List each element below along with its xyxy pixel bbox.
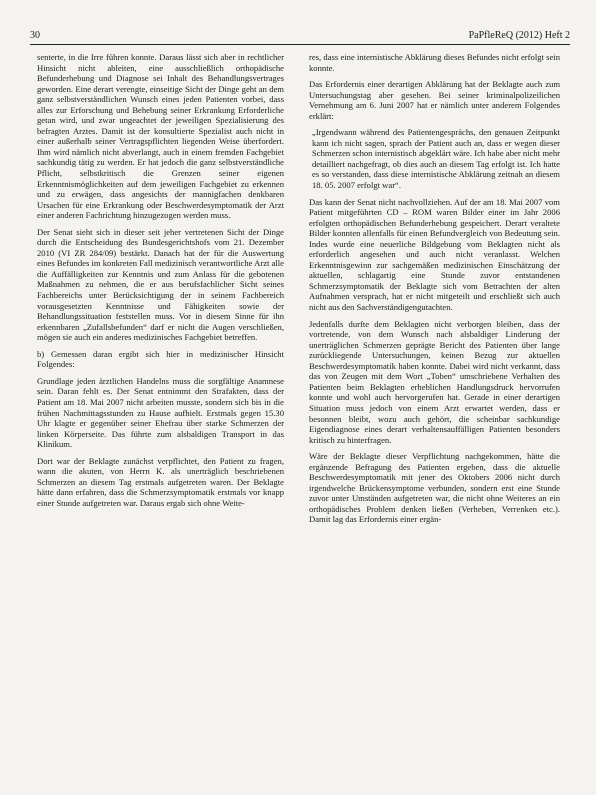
page-header — [30, 30, 570, 44]
journal-title: PaPfleReQ (2012) Heft 2 — [468, 30, 570, 41]
paragraph: res, dass eine internistische Abklärung dieses Befundes nicht erfolgt sein konnte. — [309, 52, 560, 73]
paragraph: b) Gemessen daran ergibt sich hier in medizinischer Hinsicht Folgendes: — [37, 348, 284, 370]
left-column — [37, 52, 284, 514]
quoted-statement: „Irgendwann während des Patientengesprächs, den genauen Zeitpunkt kann ich nicht sagen, sprach der Patient auch an, dass er wegen dieser Schmerzen schon internistisch abgeklärt wäre. Ich habe aber nicht mehr detailliert nachgefragt, ob dies auch an diesem Tag erfolgt ist. Ich hatte es so verstanden, dass diese internistische Abklärung zeitnah an diesem 18. 05. 2007 erfolgt war“. — [312, 127, 560, 191]
right-column — [309, 52, 560, 531]
paragraph: Jedenfalls durfte dem Beklagten nicht verborgen bleiben, dass der vortretende, von dem Wunsch nach alsbaldiger Linderung der unerträglichen Schmerzen geprägte Bericht des Patienten über lange zurückliegende Untersuchungen, keinen Bezug zur aktuellen Beschwerdesymptomatik haben konnte. Dabei wird nicht verkannt, dass das von Zeugen mit dem Wort „Toben“ umschriebene Verhalten des Patienten beim Beklagten erheblichen Handlungsdruck hervorrufen konnte und wohl auch hervorgerufen hat. Gerade in einer derartigen Situation muss jedoch von einem Arzt erwartet werden, dass er besonnen bleibt, wozu auch gehört, die scheinbar sachkundige Eigendiagnose eines derart verhaltensauffälligen Patienten besonders kritisch zu hinterfragen. — [309, 318, 560, 445]
paragraph: Das kann der Senat nicht nachvollziehen. Auf der am 18. Mai 2007 vom Patient mitgeführten CD – ROM waren Bilder einer im Jahr 2006 erfolgten orthopädischen Befunderhebung gespeichert. Derart veraltete Bilder konnten allenfalls für einen Befundvergleich von Bedeutung sein. Indes wurde eine neuerliche Bildgebung vom Beklagten nicht als erforderlich angesehen und auch nicht veranlasst. Welchen Erkenntnisgewinn zur sachgemäßen medizinischen Einschätzung der aktuellen, schlagartig eine Stunde zuvor entstandenen Schmerzsymptomatik der Beklagte sich vom Betrachten der alten Aufnahmen versprach, hat er nicht mitgeteilt und erschließt sich auch nicht aus den Sachverständigengutachten. — [309, 196, 560, 313]
paragraph: Der Senat sieht sich in dieser seit jeher vertretenen Sicht der Dinge durch die Entscheidung des Bundesgerichtshofs vom 21. Dezember 2010 (VI ZR 284/09) bestärkt. Danach hat der für die Auswertung eines Befundes im konkreten Fall medizinisch verantwortliche Arzt alle die Auffälligkeiten zur Kenntnis und zum Anlass für die gebotenen Maßnahmen zu nehmen, die er aus berufsfachlicher Sicht seines Fachbereichs unter Berücksichtigung der in seinem Fachbereich vorausgesetzten Kenntnisse und Fähigkeiten sowie der Behandlungssituation feststellen muss. Vor in diesem Sinne für ihn erkennbaren „Zufallsbefunden“ darf er nicht die Augen verschließen, mögen sie auch ein anderes medizinisches Fachgebiet betreffen. — [37, 226, 284, 343]
paragraph: senterte, in die Irre führen konnte. Daraus lässt sich aber in rechtlicher Hinsicht nicht ableiten, eine ausschließlich orthopädische Befunderhebung und Diagnose sei Inhalt des Behandlungsvertrages geworden. Eine derart verengte, einseitige Sicht der Dinge geht an dem ganz selbstverständlichen Wunsch eines jeden Patienten vorbei, dass alles zur Erforschung und Behebung seiner Erkrankung Erforderliche getan wird, und zwar ungeachtet der jeweiligen Spezialisierung des befragten Arztes. Damit ist der konsultierte Spezialist auch nicht in einer außerhalb seiner Vertragspflichten liegenden Weise überfordert. Ihm wird nämlich nicht abverlangt, auch in einem fremden Fachgebiet sachkundig tätig zu werden. Er hat jedoch die ganz selbstverständliche Pflicht, selbstkritisch die Grenzen seiner eigenen Erkenntnismöglichkeiten auf dem jeweiligen Fachgebiet zu erkennen und zu erwägen, dass angesichts der mannigfachen denkbaren Ursachen für eine Erkrankung oder Beschwerdesymptomatik der Arzt einer anderen Fachrichtung hinzugezogen werden muss. — [37, 52, 284, 221]
page-number: 30 — [30, 30, 40, 41]
paragraph: Wäre der Beklagte dieser Verpflichtung nachgekommen, hätte die ergänzende Befragung des Patienten ergeben, dass die aktuelle Beschwerdesymptomatik mit jener des Oktobers 2006 nicht durch irgendwelche Brückensymptome verbunden, sondern erst eine Stunde zuvor unter Umständen aufgetreten war, die nicht ohne Weiteres an ein orthopädisches Problem denken ließen (Verheben, Verrenken etc.). Damit lag das Erfordernis einer ergän- — [309, 451, 560, 525]
paragraph: Grundlage jeden ärztlichen Handelns muss die sorgfältige Anamnese sein. Daran fehlt es. Der Senat entnimmt den Strafakten, dass der Patient am 18. Mai 2007 nicht arbeiten musste, sondern sich bis in die frühen Nachmittagsstunden zu Hause aufhielt. Erstmals gegen 15.30 Uhr klagte er gegenüber seiner Ehefrau über starke Schmerzen der linken Körperseite. Das führte zum alsbaldigen Transport in das Klinikum. — [37, 375, 284, 450]
header-rule — [30, 44, 570, 45]
paragraph: Dort war der Beklagte zunächst verpflichtet, den Patient zu fragen, wann die akuten, von Herrn K. als unerträglich beschriebenen Schmerzen an diesem Tag erstmals aufgetreten waren. Der Beklagte hätte dann erfahren, dass die Schmerzsymptomatik erstmals vor knapp einer Stunde aufgetreten war. Daraus ergab sich ohne Weite- — [37, 455, 284, 508]
paragraph: Das Erfordernis einer derartigen Abklärung hat der Beklagte auch zum Untersuchungstag aber gesehen. Bei seiner kriminalpolizeilichen Vernehmung am 6. Juni 2007 hat er nämlich unter anderem Folgendes erklärt: — [309, 79, 560, 121]
